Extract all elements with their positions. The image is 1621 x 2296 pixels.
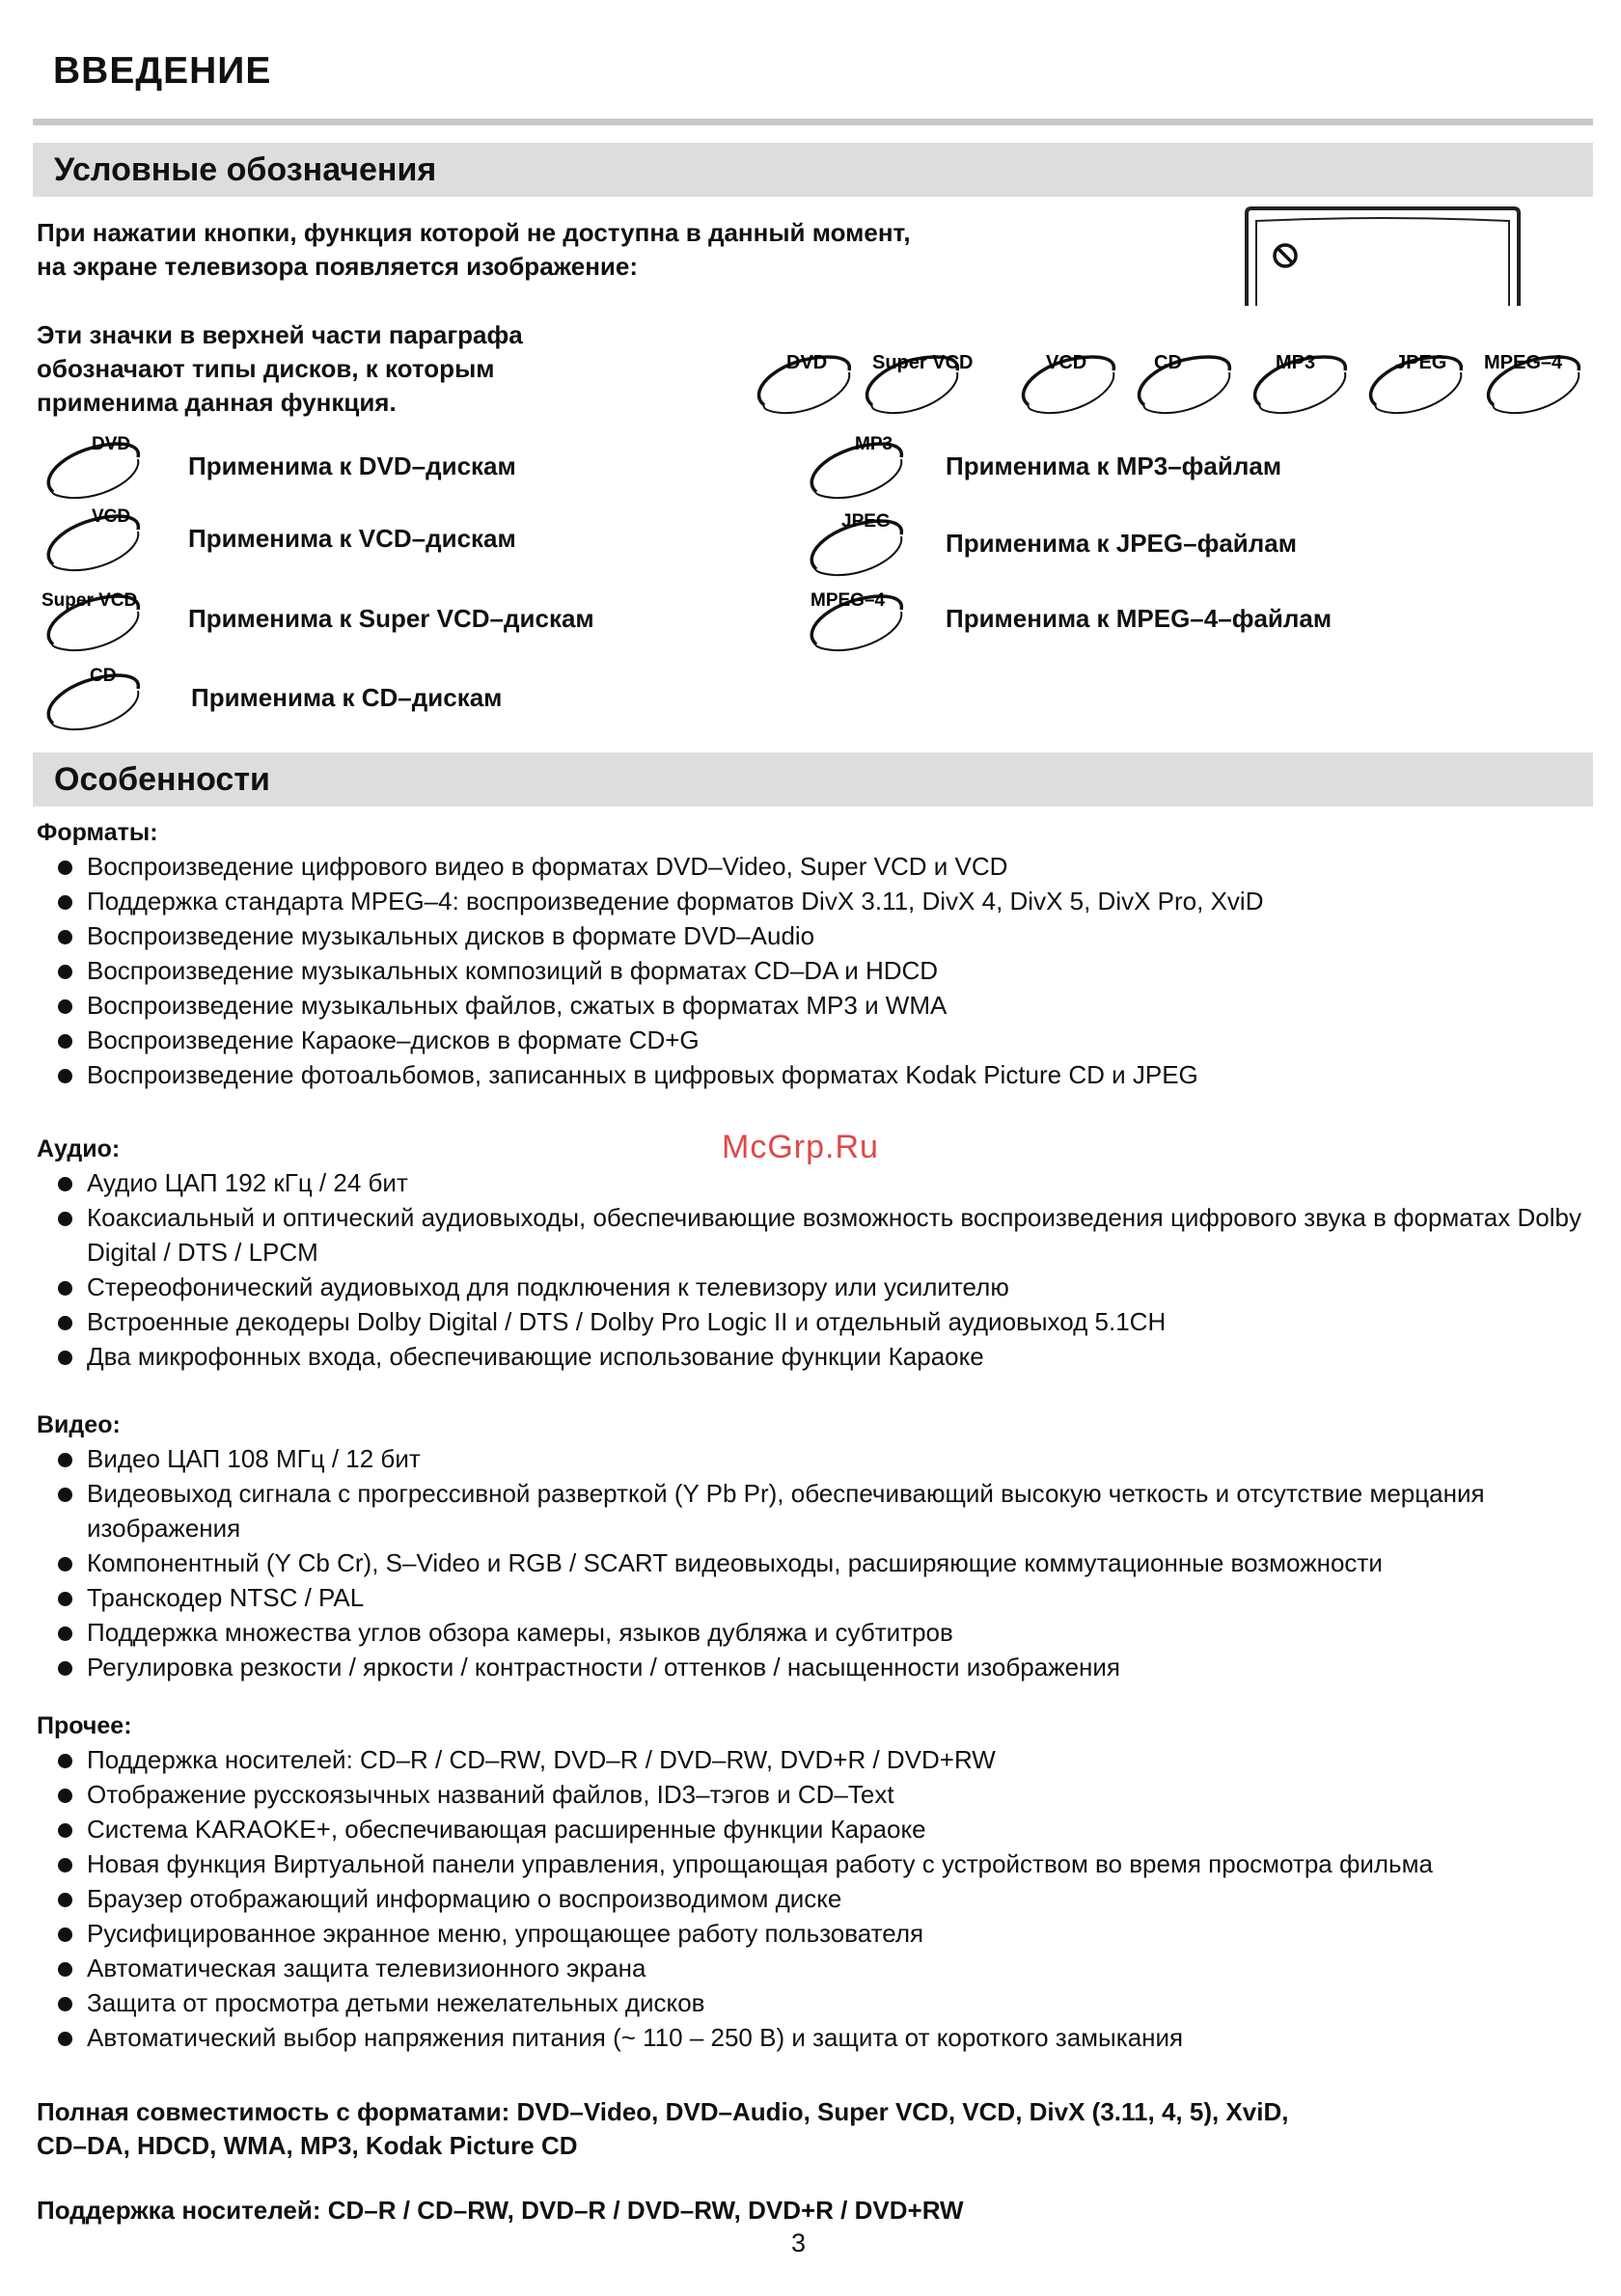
feature-item: Транскодер NTSC / PAL — [37, 1580, 1590, 1615]
disc-row-vcd — [1024, 352, 1114, 413]
disc-row-super-vcd — [867, 352, 974, 413]
feature-item: Видео ЦАП 108 МГц / 12 бит — [37, 1441, 1590, 1476]
feature-item: Воспроизведение музыкальных композиций в форматах CD–DA и HDCD — [37, 953, 1590, 988]
feature-item: Русифицированное экранное меню, упрощающее работу пользователя — [37, 1916, 1590, 1951]
disc-label: MP3 — [855, 434, 893, 454]
legend-label: Применима к MPEG–4–файлам — [946, 604, 1333, 633]
watermark: McGrp.Ru — [722, 1129, 879, 1165]
page-title: ВВЕДЕНИЕ — [53, 50, 272, 92]
prohibited-icon — [1275, 245, 1296, 266]
feature-item: Поддержка носителей: CD–R / CD–RW, DVD–R / DVD–RW, DVD+R / DVD+RW — [37, 1742, 1590, 1777]
disc-row-mp3 — [1255, 352, 1346, 413]
legend-item-super-vcd — [43, 585, 738, 652]
unavailable-note — [37, 216, 911, 284]
feature-group-title: Видео: — [37, 1411, 121, 1438]
title-rule — [33, 119, 1593, 125]
legend-label: Применима к CD–дискам — [191, 683, 503, 712]
feature-item: Коаксиальный и оптический аудиовыходы, обеспечивающие возможность воспроизведения цифрового звука в форматах Dolby Digital / DTS / LPCM — [37, 1200, 1590, 1270]
feature-group-title: Прочее: — [37, 1712, 132, 1739]
legend-item-vcd — [43, 505, 642, 572]
disc-label: DVD — [92, 434, 131, 454]
feature-list — [37, 1742, 1590, 2055]
feature-group-title: Форматы: — [37, 819, 158, 846]
feature-item: Воспроизведение фотоальбомов, записанных в цифровых форматах Kodak Picture CD и JPEG — [37, 1057, 1590, 1092]
cd-disc-icon — [43, 664, 151, 731]
compatibility-line1: Полная совместимость с форматами: DVD–Video, DVD–Audio, Super VCD, VCD, DivX (3.11, 4, 5), XviD, — [37, 2097, 1289, 2126]
feature-item: Воспроизведение музыкальных файлов, сжатых в форматах MP3 и WMA — [37, 988, 1590, 1023]
compatibility-summary — [37, 2095, 1590, 2163]
feature-item: Регулировка резкости / яркости / контрастности / оттенков / насыщенности изображения — [37, 1650, 1590, 1684]
disc-row-label: JPEG — [1395, 352, 1447, 373]
feature-group-formats — [37, 818, 1590, 1092]
feature-item: Воспроизведение цифрового видео в форматах DVD–Video, Super VCD и VCD — [37, 849, 1590, 884]
compatibility-line2: CD–DA, HDCD, WMA, MP3, Kodak Picture CD — [37, 2131, 578, 2160]
disc-row-jpeg — [1371, 352, 1462, 413]
feature-list — [37, 1441, 1590, 1684]
feature-group-title: Аудио: — [37, 1135, 121, 1162]
disc-label: JPEG — [841, 511, 891, 532]
super-vcd-disc-icon — [43, 585, 151, 652]
disc-label: Super VCD — [41, 590, 138, 611]
section-features-title: Особенности — [54, 761, 270, 798]
icons-note — [37, 318, 523, 420]
feature-group-audio — [37, 1134, 1590, 1374]
unavailable-note-line2: на экране телевизора появляется изображение: — [37, 252, 639, 281]
feature-item: Аудио ЦАП 192 кГц / 24 бит — [37, 1165, 1590, 1200]
disc-row-mpeg4 — [1484, 352, 1579, 413]
icons-note-line2: обозначают типы дисков, к которым — [37, 354, 495, 383]
feature-item: Два микрофонных входа, обеспечивающие использование функции Караоке — [37, 1339, 1590, 1374]
legend-item-mp3 — [807, 432, 1405, 500]
unavailable-note-line1: При нажатии кнопки, функция которой не доступна в данный момент, — [37, 218, 911, 247]
feature-list — [37, 1165, 1590, 1374]
legend-label: Применима к Super VCD–дискам — [188, 604, 594, 633]
feature-item: Видеовыход сигнала с прогрессивной разверткой (Y Pb Pr), обеспечивающий высокую четкость и отсутствие мерцания изображения — [37, 1476, 1590, 1545]
section-conventions-title: Условные обозначения — [54, 151, 437, 188]
legend-item-dvd — [43, 432, 642, 500]
disc-label: VCD — [92, 506, 131, 527]
feature-item: Отображение русскоязычных названий файлов, ID3–тэгов и CD–Text — [37, 1777, 1590, 1812]
mpeg4-disc-icon — [807, 585, 915, 652]
feature-item: Воспроизведение музыкальных дисков в формате DVD–Audio — [37, 918, 1590, 953]
legend-item-mpeg4 — [807, 585, 1501, 652]
icons-note-line3: применима данная функция. — [37, 388, 397, 417]
legend-label: Применима к MP3–файлам — [946, 451, 1282, 480]
disc-label: MPEG–4 — [810, 590, 886, 611]
feature-item: Браузер отображающий информацию о воспроизводимом диске — [37, 1881, 1590, 1916]
page-number: 3 — [791, 2228, 807, 2257]
feature-item: Защита от просмотра детьми нежелательных дисков — [37, 1985, 1590, 2020]
mp3-disc-icon — [807, 432, 915, 500]
disc-row-cd — [1140, 352, 1230, 413]
disc-row-label: MPEG–4 — [1484, 352, 1563, 373]
disc-row-label: Super VCD — [872, 352, 974, 373]
feature-item: Компонентный (Y Cb Cr), S–Video и RGB / SCART видеовыходы, расширяющие коммутационные возможности — [37, 1545, 1590, 1580]
disc-row-label: DVD — [786, 352, 828, 373]
feature-item: Система KARAOKE+, обеспечивающая расширенные функции Караоке — [37, 1812, 1590, 1846]
section-conventions-header — [33, 143, 1593, 197]
feature-item: Стереофонический аудиовыход для подключения к телевизору или усилителю — [37, 1270, 1590, 1304]
legend-item-cd — [43, 664, 642, 731]
feature-item: Поддержка множества углов обзора камеры, языков дубляжа и субтитров — [37, 1615, 1590, 1650]
legend-label: Применима к DVD–дискам — [188, 451, 516, 480]
tv-screen-prohibited-icon — [1243, 205, 1523, 306]
feature-item: Новая функция Виртуальной панели управления, упрощающая работу с устройством во время просмотра фильма — [37, 1846, 1590, 1881]
legend-label: Применима к JPEG–файлам — [946, 529, 1297, 558]
disc-row-label: CD — [1154, 352, 1182, 373]
disc-type-row — [753, 343, 1592, 417]
media-support-summary: Поддержка носителей: CD–R / CD–RW, DVD–R / DVD–RW, DVD+R / DVD+RW — [37, 2196, 964, 2225]
feature-item: Встроенные декодеры Dolby Digital / DTS / Dolby Pro Logic II и отдельный аудиовыход 5.1CH — [37, 1304, 1590, 1339]
feature-item: Автоматический выбор напряжения питания (~ 110 – 250 В) и защита от короткого замыкания — [37, 2020, 1590, 2055]
feature-group-other — [37, 1711, 1590, 2055]
disc-row-dvd — [759, 352, 850, 413]
disc-row-label: MP3 — [1276, 352, 1316, 373]
feature-item: Поддержка стандарта MPEG–4: воспроизведение форматов DivX 3.11, DivX 4, DivX 5, DivX Pro, XviD — [37, 884, 1590, 918]
vcd-disc-icon — [43, 505, 151, 572]
legend-label: Применима к VCD–дискам — [188, 524, 516, 553]
dvd-disc-icon — [43, 432, 151, 500]
disc-label: CD — [90, 666, 117, 686]
legend-item-jpeg — [807, 509, 1405, 577]
section-features-header — [33, 752, 1593, 806]
feature-list — [37, 849, 1590, 1092]
icons-note-line1: Эти значки в верхней части параграфа — [37, 320, 523, 349]
feature-item: Воспроизведение Караоке–дисков в формате CD+G — [37, 1023, 1590, 1057]
feature-group-video — [37, 1410, 1590, 1684]
disc-row-label: VCD — [1046, 352, 1087, 373]
jpeg-disc-icon — [807, 509, 915, 577]
feature-item: Автоматическая защита телевизионного экрана — [37, 1951, 1590, 1985]
